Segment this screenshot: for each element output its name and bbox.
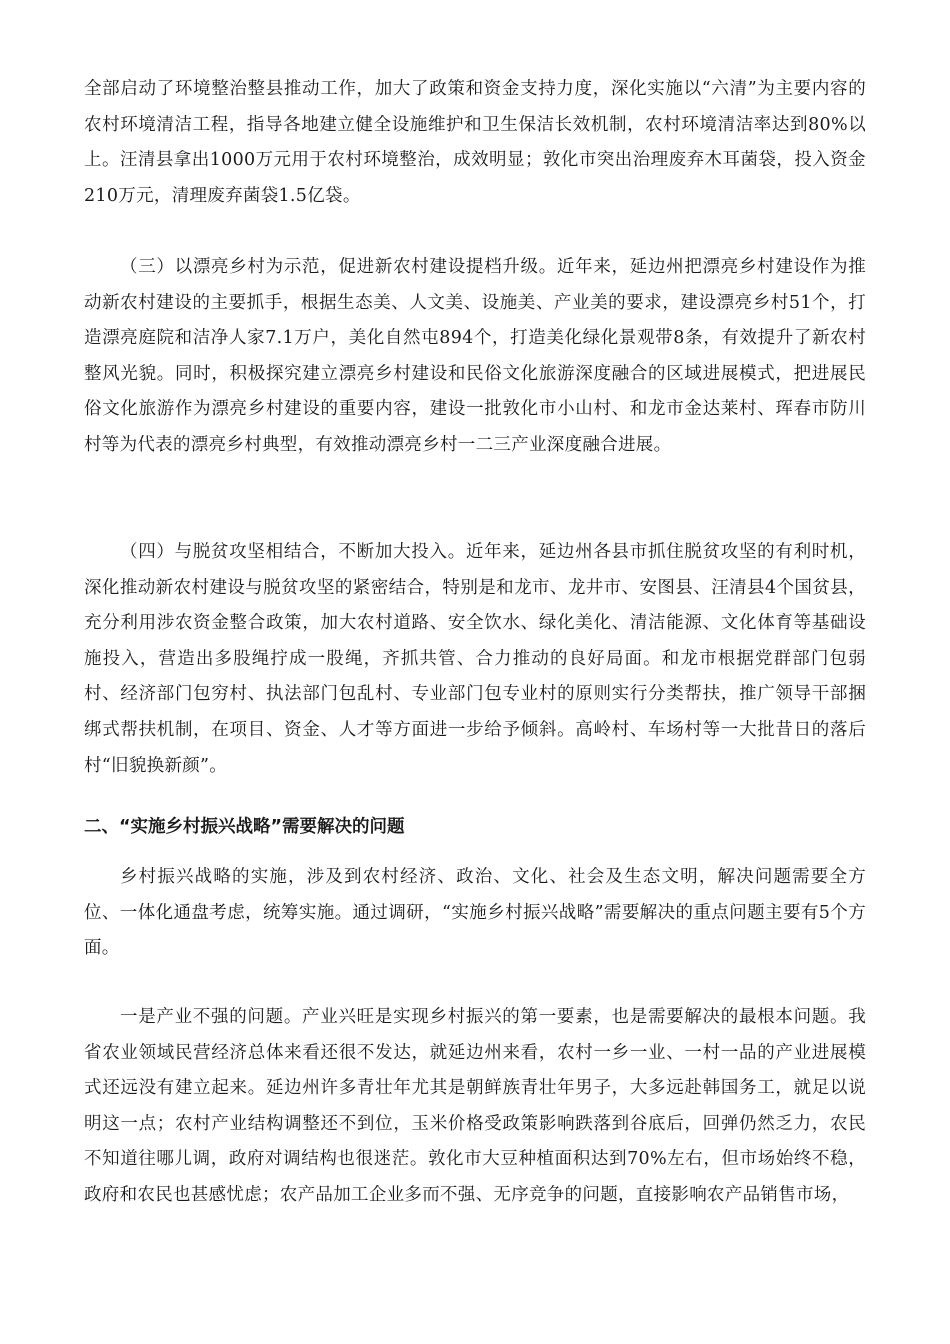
paragraph-rural-revitalization-intro: 乡村振兴战略的实施，涉及到农村经济、政治、文化、社会及生态文明，解决问题需要全方位、一体化通盘考虑，统筹实施。通过调研，“实施乡村振兴战略”需要解决的重点问题主要有5个方面。 — [84, 867, 866, 959]
section-heading-problems: 二、“实施乡村振兴战略”需要解决的问题 — [84, 817, 405, 837]
paragraph-poverty-alleviation: （四）与脱贫攻坚相结合，不断加大投入。近年来，延边州各县市抓住脱贫攻坚的有利时机，深化推动新农村建设与脱贫攻坚的紧密结合，特别是和龙市、龙井市、安图县、汪清县4个国贫县，充分利用涉农资金整合政策，加大农村道路、安全饮水、绿化美化、清洁能源、文化体育等基础设施投入，营造出多股绳拧成一股绳，齐抓共管、合力推动的良好局面。和龙市根据党群部门包弱村、经济部门包穷村、执法部门包乱村、专业部门包专业村的原则实行分类帮扶，推广领导干部捆绑式帮扶机制，在项目、资金、人才等方面进一步给予倾斜。高岭村、车场村等一大批昔日的落后村“旧貌换新颜”。 — [84, 542, 866, 776]
paragraph-industry-weakness: 一是产业不强的问题。产业兴旺是实现乡村振兴的第一要素，也是需要解决的最根本问题。我省农业领域民营经济总体来看还很不发达，就延边州来看，农村一乡一业、一村一品的产业进展模式还远没有建立起来。延边州许多青壮年尤其是朝鲜族青壮年男子，大多远赴韩国务工，就足以说明这一点；农村产业结构调整还不到位，玉米价格受政策影响跌落到谷底后，回弹仍然乏力，农民不知道往哪儿调，政府对调结构也很迷茫。敦化市大豆种植面积达到70%左右，但市场始终不稳，政府和农民也甚感忧虑；农产品加工企业多而不强、无序竞争的问题，直接影响农产品销售市场， — [84, 1007, 866, 1205]
paragraph-beautiful-villages: （三）以漂亮乡村为示范，促进新农村建设提档升级。近年来，延边州把漂亮乡村建设作为推动新农村建设的主要抓手，根据生态美、人文美、设施美、产业美的要求，建设漂亮乡村51个，打造漂亮庭院和洁净人家7.1万户，美化自然屯894个，打造美化绿化景观带8条，有效提升了新农村整风光貌。同时，积极探究建立漂亮乡村建设和民俗文化旅游深度融合的区域进展模式，把进展民俗文化旅游作为漂亮乡村建设的重要内容，建设一批敦化市小山村、和龙市金达莱村、珲春市防川村等为代表的漂亮乡村典型，有效推动漂亮乡村一二三产业深度融合进展。 — [84, 257, 866, 455]
paragraph-environment-cleanup: 全部启动了环境整治整县推动工作，加大了政策和资金支持力度，深化实施以“六清”为主要内容的农村环境清洁工程，指导各地建立健全设施维护和卫生保洁长效机制，农村环境清洁率达到80%以上。汪清县拿出1000万元用于农村环境整治，成效明显；敦化市突出治理废弃木耳菌袋，投入资金210万元，清理废弃菌袋1.5亿袋。 — [84, 79, 866, 206]
